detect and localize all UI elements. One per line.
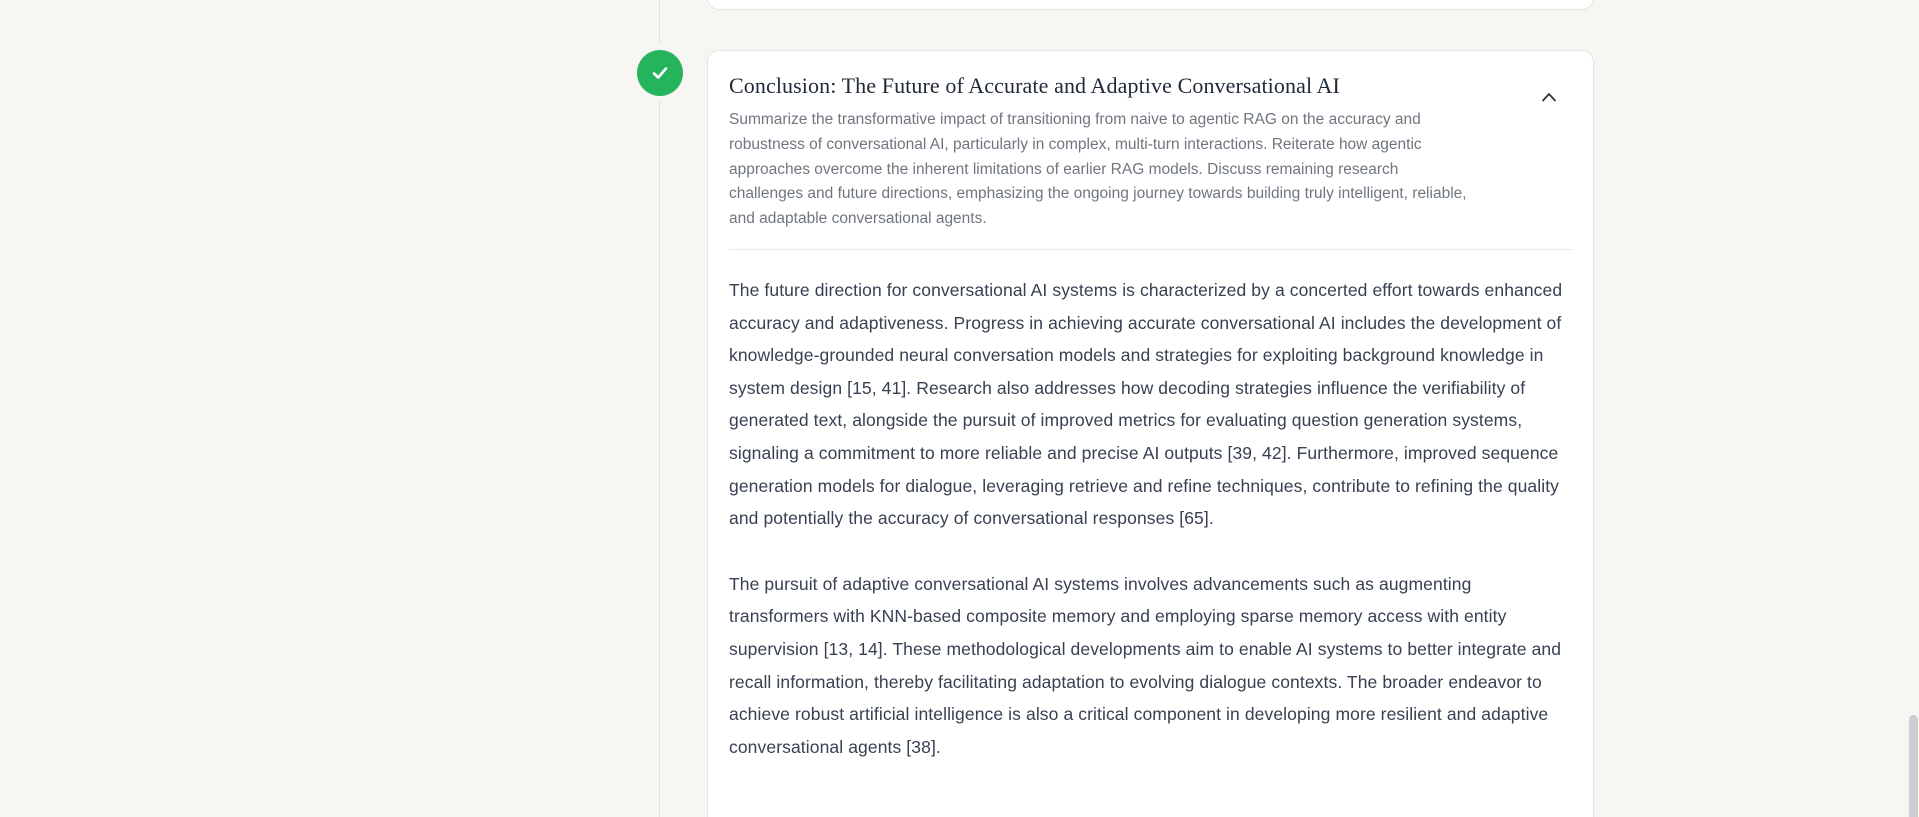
chevron-up-icon [1541,92,1557,102]
scrollbar-thumb[interactable] [1909,715,1918,817]
section-title: Conclusion: The Future of Accurate and Adaptive Conversational AI [729,73,1340,98]
timeline-rail [659,0,660,817]
collapse-button[interactable] [1535,83,1563,111]
section-body [708,250,1593,803]
section-card [707,50,1594,817]
section-card-header [708,51,1593,232]
section-summary: Summarize the transformative impact of transitioning from naive to agentic RAG on the accuracy and robustness of conversational AI, particularly in complex, multi-turn interactions. Reiterate how agentic approaches overcome the inherent limitations of earlier RAG models. Discuss remaining research challenges and future directions, emphasizing the ongoing journey towards building truly intelligent, reliable, and adaptable conversational agents. [729,111,1467,228]
body-paragraph: The future direction for conversational AI systems is characterized by a concerted effort towards enhanced accuracy and adaptiveness. Progress in achieving accurate conversational AI includes the development of knowledge-grounded neural conversation models and strategies for exploiting background knowledge in system design [15, 41]. Research also addresses how decoding strategies influence the verifiability of generated text, alongside the pursuit of improved metrics for evaluating question generation systems, signaling a commitment to more reliable and precise AI outputs [39, 42]. Furthermore, improved sequence generation models for dialogue, leveraging retrieve and refine techniques, contribute to refining the quality and potentially the accuracy of conversational responses [65]. [729,279,1563,529]
status-badge [637,50,683,96]
previous-section-card [707,0,1594,10]
body-paragraph: The pursuit of adaptive conversational AI systems involves advancements such as augmenting transformers with KNN-based composite memory and employing sparse memory access with entity supervision [13, 14]. These methodological developments aim to enable AI systems to better integrate and recall information, thereby facilitating adaptation to evolving dialogue contexts. The broader endeavor to achieve robust artificial intelligence is also a critical component in developing more resilient and adaptive conversational agents [38]. [729,573,1562,757]
check-icon [649,62,671,84]
